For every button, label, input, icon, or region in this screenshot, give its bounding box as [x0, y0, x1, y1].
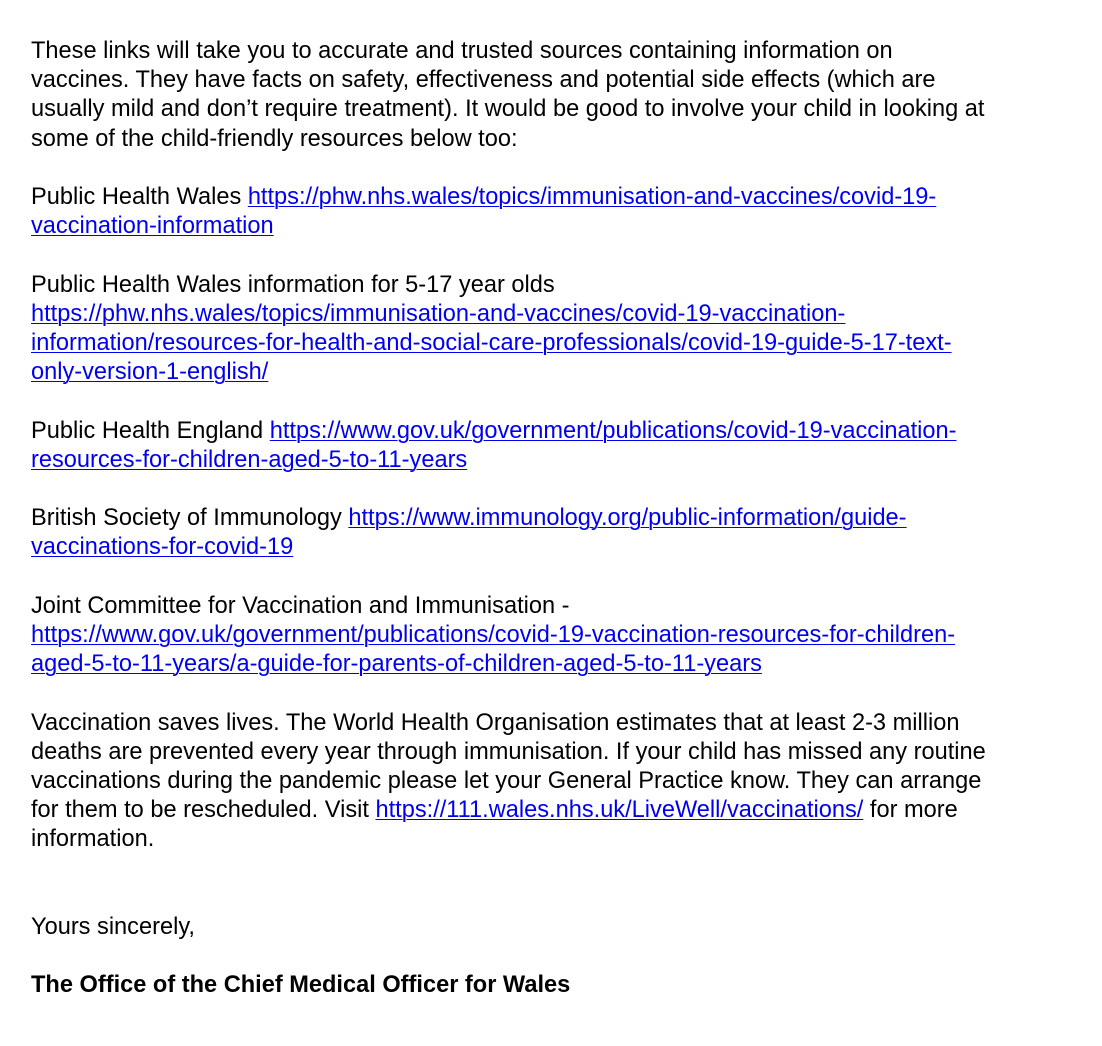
livewell-vaccinations-link[interactable]: https://111.wales.nhs.uk/LiveWell/vaccinations/	[375, 797, 864, 824]
resource-link[interactable]: https://phw.nhs.wales/topics/immunisation-and-vaccines/covid-19-vaccination-	[31, 300, 846, 327]
closing-line: deaths are prevented every year through immunisation. If your child has missed any routine	[31, 738, 986, 765]
closing-text: for them to be rescheduled. Visit	[31, 797, 376, 824]
resource-label: British Society of Immunology	[31, 505, 342, 532]
resource-link-continued[interactable]: information/resources-for-health-and-social-care-professionals/covid-19-guide-5-17-text-	[31, 330, 952, 356]
resource-public-health-wales	[31, 183, 1081, 241]
resource-label: Public Health England	[31, 417, 264, 444]
resource-link-continued[interactable]: vaccinations-for-covid-19	[31, 534, 294, 561]
closing-line: vaccinations during the pandemic please let your General Practice know. They can arrange	[31, 767, 982, 794]
closing-text: for more	[863, 797, 958, 824]
resource-label: Joint Committee for Vaccination and Immunisation -	[31, 592, 570, 619]
signoff: Yours sincerely,	[31, 913, 195, 940]
resource-link-continued[interactable]: resources-for-children-aged-5-to-11-years	[31, 446, 468, 473]
closing-line: Vaccination saves lives. The World Health Organisation estimates that at least 2-3 million	[31, 709, 960, 736]
resource-public-health-england	[31, 417, 1081, 475]
resource-link[interactable]: https://www.gov.uk/government/publications/covid-19-vaccination-	[269, 417, 957, 444]
letter-body	[31, 37, 1081, 1001]
resource-link-continued[interactable]: vaccination-information	[31, 213, 274, 240]
closing-paragraph	[31, 709, 1081, 855]
resource-link[interactable]: https://phw.nhs.wales/topics/immunisation-and-vaccines/covid-19-	[247, 184, 937, 210]
resource-link-continued[interactable]: only-version-1-english/	[31, 359, 269, 386]
resource-link-continued[interactable]: aged-5-to-11-years/a-guide-for-parents-of-children-aged-5-to-11-years	[31, 651, 762, 678]
intro-paragraph	[31, 37, 1081, 154]
signature: The Office of the Chief Medical Officer for Wales	[31, 972, 571, 999]
intro-line: usually mild and don’t require treatment). It would be good to involve your child in looking at	[31, 96, 985, 123]
intro-line: vaccines. They have facts on safety, effectiveness and potential side effects (which are	[31, 67, 936, 94]
resource-link[interactable]: https://www.gov.uk/government/publications/covid-19-vaccination-resources-for-children-	[31, 621, 956, 648]
resource-phw-5-17	[31, 271, 1081, 388]
resource-label: Public Health Wales information for 5-17 year olds	[31, 271, 555, 298]
resource-jcvi	[31, 592, 1081, 680]
resource-link[interactable]: https://www.immunology.org/public-information/guide-	[348, 505, 907, 532]
intro-line: These links will take you to accurate and trusted sources containing information on	[31, 38, 893, 64]
intro-line: some of the child-friendly resources below too:	[31, 125, 518, 152]
resource-label: Public Health Wales	[31, 184, 242, 210]
closing-line: information.	[31, 826, 155, 853]
resource-british-society-immunology	[31, 504, 1081, 562]
